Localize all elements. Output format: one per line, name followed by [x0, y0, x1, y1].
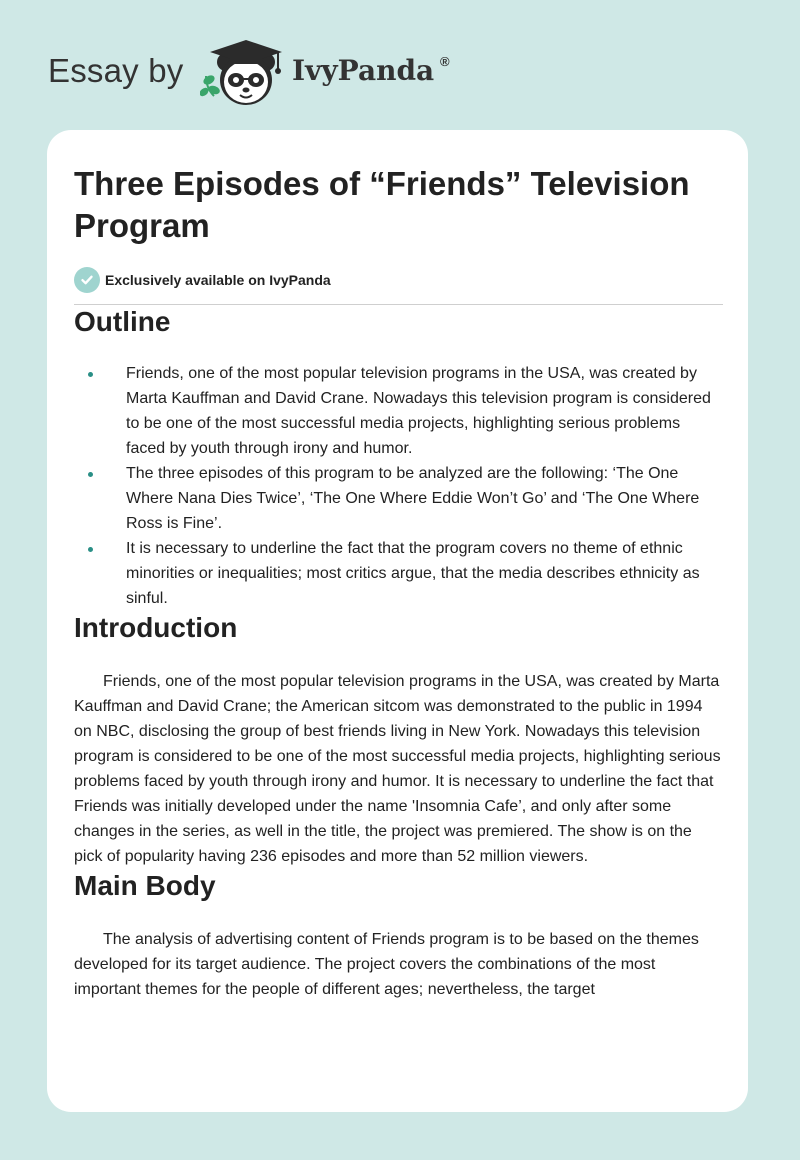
panda-graduation-cap-icon [200, 36, 292, 110]
essay-content [74, 163, 723, 1002]
outline-item [74, 361, 723, 461]
outline-list [74, 361, 723, 611]
essay-card [47, 130, 748, 1112]
brand-header[interactable] [48, 36, 488, 110]
outline-item-text: It is necessary to underline the fact that the program covers no theme of ethnic minorities or inequalities; most critics argue, that the media describes ethnicity as sinful. [126, 540, 700, 607]
main-body-heading: Main Body [74, 870, 216, 901]
page-title: Three Episodes of “Friends” Television Program [74, 165, 690, 244]
brand-prefix: Essay by [48, 52, 184, 89]
exclusive-badge [74, 267, 723, 293]
outline-item [74, 461, 723, 536]
bullet-dot-icon [88, 547, 93, 552]
bullet-dot-icon [88, 472, 93, 477]
bullet-dot-icon [88, 372, 93, 377]
main-body-paragraph: The analysis of advertising content of Friends program is to be based on the themes developed for its target audience. The project covers the combinations of the most important themes for the people of different ages; nevertheless, the target [74, 931, 699, 998]
registered-mark: ® [440, 54, 450, 69]
brand-name: IvyPanda [292, 54, 435, 87]
exclusive-label: Exclusively available on IvyPanda [105, 272, 331, 288]
introduction-paragraph: Friends, one of the most popular television programs in the USA, was created by Marta Kauffman and David Crane; the American sitcom was demonstrated to the public in 1994 on NBC, disclosing the group of best friends living in New York. Nowadays this television program is considered to be one of the most successful media projects, highlighting serious problems faced by youth through irony and humor. It is necessary to underline the fact that Friends was initially developed under the name 'Insomnia Cafe’, and only after some changes in the series, as well in the title, the project was premiered. The show is on the pick of popularity having 236 episodes and more than 52 million viewers. [74, 673, 721, 865]
outline-heading: Outline [74, 306, 171, 337]
outline-item [74, 536, 723, 611]
introduction-heading: Introduction [74, 612, 238, 643]
outline-item-text: The three episodes of this program to be analyzed are the following: ‘The One Where Nana Dies Twice’, ‘The One Where Eddie Won’t Go’ and ‘The One Where Ross is Fine’. [126, 465, 700, 532]
check-circle-icon [74, 267, 100, 293]
outline-item-text: Friends, one of the most popular television programs in the USA, was created by Marta Kauffman and David Crane. Nowadays this television program is considered to be one of the most successful media projects, highlighting serious problems faced by youth through irony and humor. [126, 365, 711, 457]
